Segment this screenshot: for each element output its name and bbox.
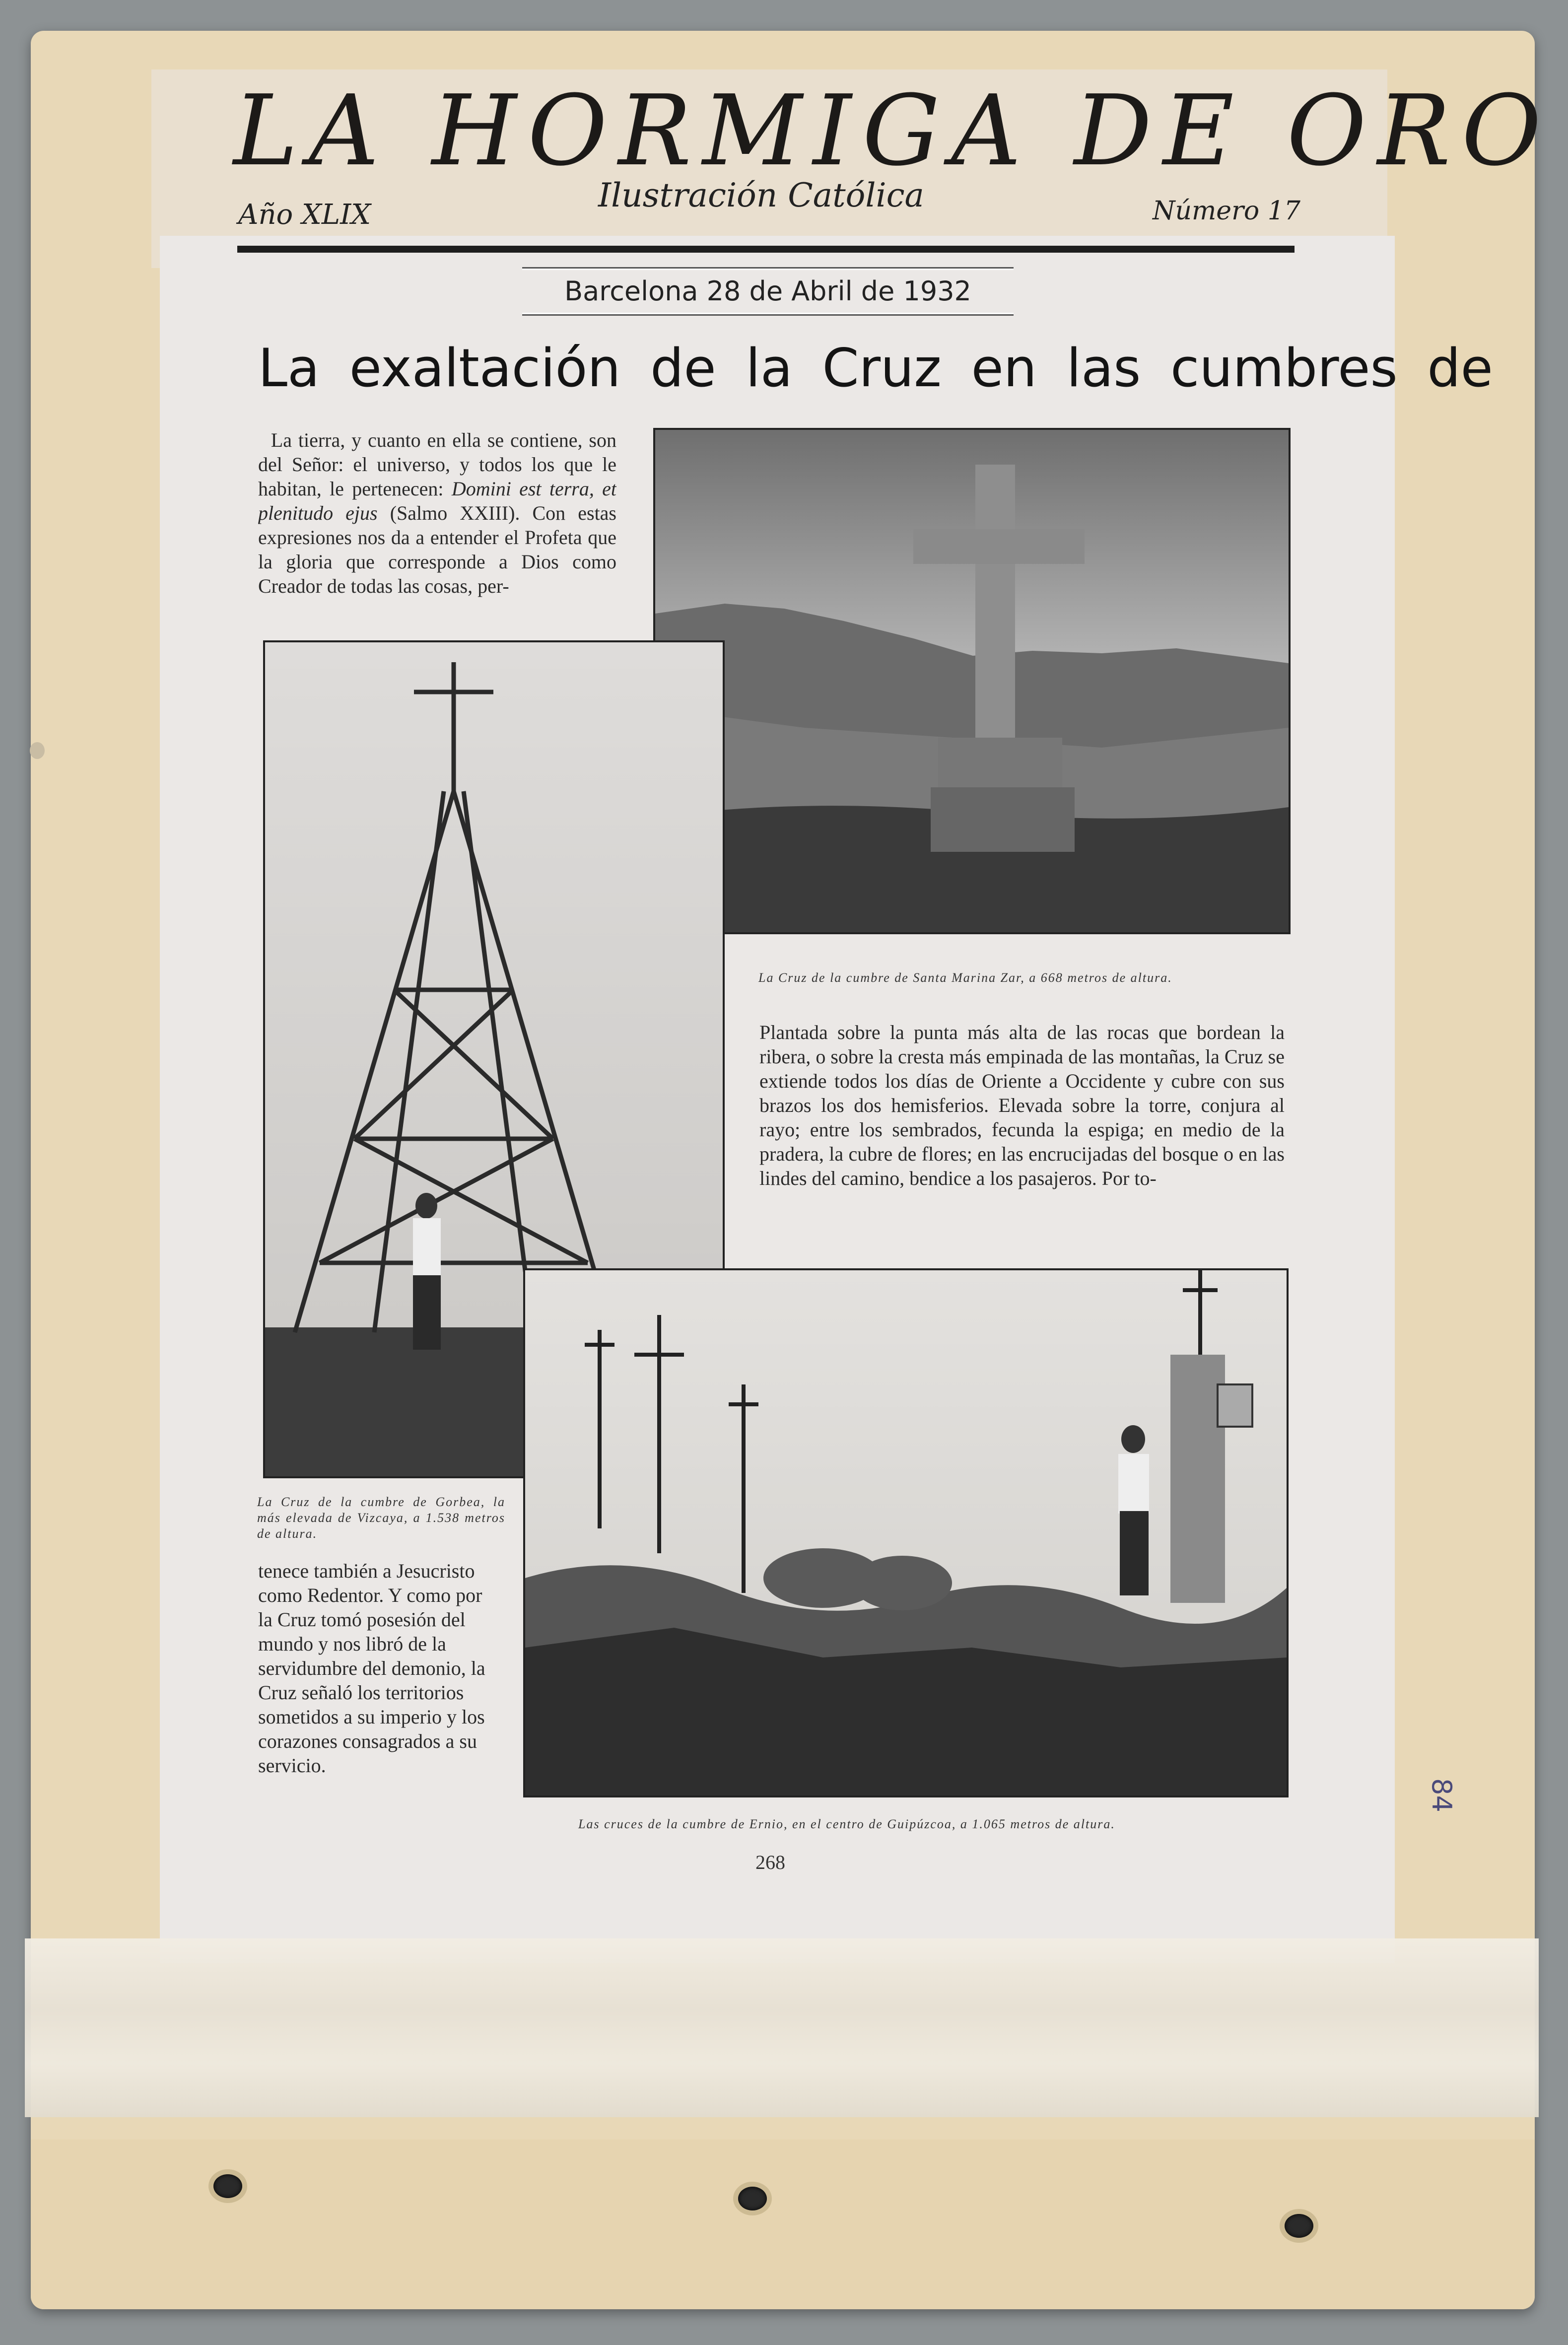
masthead-year: Año XLIX — [238, 199, 371, 231]
article-column-1: La tierra, y cuanto en ella se contiene, son del Señor: el universo, y todos los que le habitan, le pertenecen: Domini est terra, et plenitudo ejus (Salmo XXIII). Con estas expresiones nos da a entender el Profeta que la gloria que corresponde a Dios como Creador de todas las cosas, per- — [258, 429, 616, 597]
binder-hole-right — [1285, 2214, 1313, 2238]
article-column-2: Plantada sobre la punta más alta de las rocas que bordean la ribera, o sobre la cresta más empinada de las montañas, la Cruz se extiende todos los días de Oriente a Occidente y cubre con sus brazos los dos hemisferios. Elevada sobre la torre, conjura al rayo; entre los sembrados, fecunda la espiga; en medio de la pradera, la cubre de flores; en las encrucijadas del bosque o en las lindes del camino, bendice a los pasajeros. Por to- — [759, 1021, 1285, 1189]
page-number: 268 — [755, 1851, 785, 1873]
article-column-3: tenece también a Jesucristo como Redentor. Y como por la Cruz tomó posesión del mundo y nos libró de la servidumbre del demonio, la Cruz señaló los territorios sometidos a su imperio y los corazones consagrados a su servicio. — [258, 1560, 485, 1777]
binder-hole-left — [213, 2174, 242, 2198]
masthead-number: Número 17 — [1153, 196, 1300, 226]
masthead-title: LA HORMIGA DE ORO — [233, 74, 1553, 188]
article-headline: La exaltación de la Cruz en las cumbres de — [258, 338, 1493, 399]
caption-photo-1: La Cruz de la cumbre de Santa Marina Zar, a 668 metros de altura. — [758, 970, 1172, 985]
side-punch-hole — [30, 742, 45, 759]
masthead-subtitle: Ilustración Católica — [598, 176, 924, 214]
adhesive-tape-strip — [25, 1938, 1539, 2117]
masthead-rule — [237, 246, 1295, 253]
photo-santa-marina-cross — [653, 428, 1291, 934]
handwritten-folio-number: 84 — [1426, 1778, 1457, 1812]
dateline: Barcelona 28 de Abril de 1932 — [522, 267, 1014, 316]
caption-photo-3: Las cruces de la cumbre de Ernio, en el centro de Guipúzcoa, a 1.065 metros de altura. — [578, 1817, 1115, 1831]
caption-photo-2: La Cruz de la cumbre de Gorbea, la más elevada de Vizcaya, a 1.538 metros de altura. — [257, 1495, 505, 1541]
binder-hole-center — [738, 2187, 767, 2210]
photo-ernio-crosses — [523, 1268, 1289, 1797]
